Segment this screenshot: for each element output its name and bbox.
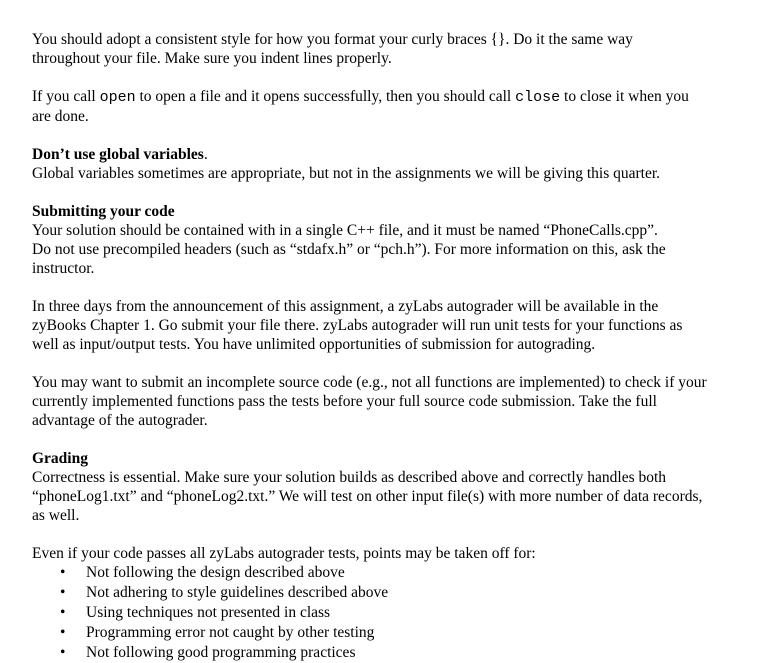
bullet-icon: • [60, 624, 66, 641]
style-paragraph-line-2: throughout your file. Make sure you indent lines properly. [32, 50, 392, 67]
zylabs-line-2: zyBooks Chapter 1. Go submit your file there. zyLabs autograder will run unit tests for your functions as [32, 317, 683, 334]
zylabs-line-3: well as input/output tests. You have unlimited opportunities of submission for autograding. [32, 336, 596, 353]
grading-heading: Grading [32, 450, 88, 467]
points-off-list [32, 563, 762, 663]
list-item: • Programming error not caught by other testing [60, 624, 375, 641]
incomplete-line-1: You may want to submit an incomplete source code (e.g., not all functions are implemented) to check if your [32, 374, 707, 391]
submitting-heading: Submitting your code [32, 203, 175, 220]
grading-line-2: “phoneLog1.txt” and “phoneLog2.txt.” We will test on other input file(s) with more number of data records, [32, 488, 703, 505]
globals-heading-period: . [203, 146, 208, 163]
close-file-text-1: If you call [32, 88, 100, 105]
globals-heading-text: Don’t use global variables [32, 146, 204, 163]
close-file-line-2: are done. [32, 108, 89, 125]
globals-body: Global variables sometimes are appropriate, but not in the assignments we will be giving this quarter. [32, 165, 661, 182]
close-file-text-3: to close it when you [560, 88, 689, 105]
submitting-line-1: Your solution should be contained with in a single C++ file, and it must be named “PhoneCalls.cpp”. [32, 222, 658, 239]
bullet-icon: • [60, 604, 66, 621]
close-file-paragraph [32, 87, 762, 107]
document-page [32, 30, 762, 663]
list-item: • Not following good programming practices [60, 644, 356, 661]
list-item: • Not following the design described above [60, 564, 345, 581]
close-file-text-2: to open a file and it opens successfully, then you should call [135, 88, 516, 105]
bullet-icon: • [60, 644, 66, 661]
grading-line-3: as well. [32, 507, 80, 524]
code-close: close [515, 89, 561, 106]
bullet-icon: • [60, 564, 66, 581]
list-item: • Not adhering to style guidelines described above [60, 584, 389, 601]
globals-heading [32, 145, 762, 164]
incomplete-line-2: currently implemented functions pass the tests before your full source code submission. Take the full [32, 393, 657, 410]
points-off-intro: Even if your code passes all zyLabs autograder tests, points may be taken off for: [32, 545, 536, 562]
style-paragraph-line-1: You should adopt a consistent style for how you format your curly braces {}. Do it the same way [32, 31, 633, 48]
bullet-icon: • [60, 584, 66, 601]
incomplete-line-3: advantage of the autograder. [32, 412, 208, 429]
zylabs-line-1: In three days from the announcement of this assignment, a zyLabs autograder will be available in the [32, 298, 659, 315]
code-open: open [99, 89, 136, 106]
grading-line-1: Correctness is essential. Make sure your solution builds as described above and correctly handles both [32, 469, 667, 486]
submitting-line-2: Do not use precompiled headers (such as “stdafx.h” or “pch.h”). For more information on this, ask the [32, 241, 666, 258]
list-item: • Using techniques not presented in class [60, 604, 331, 621]
submitting-line-3: instructor. [32, 260, 95, 277]
